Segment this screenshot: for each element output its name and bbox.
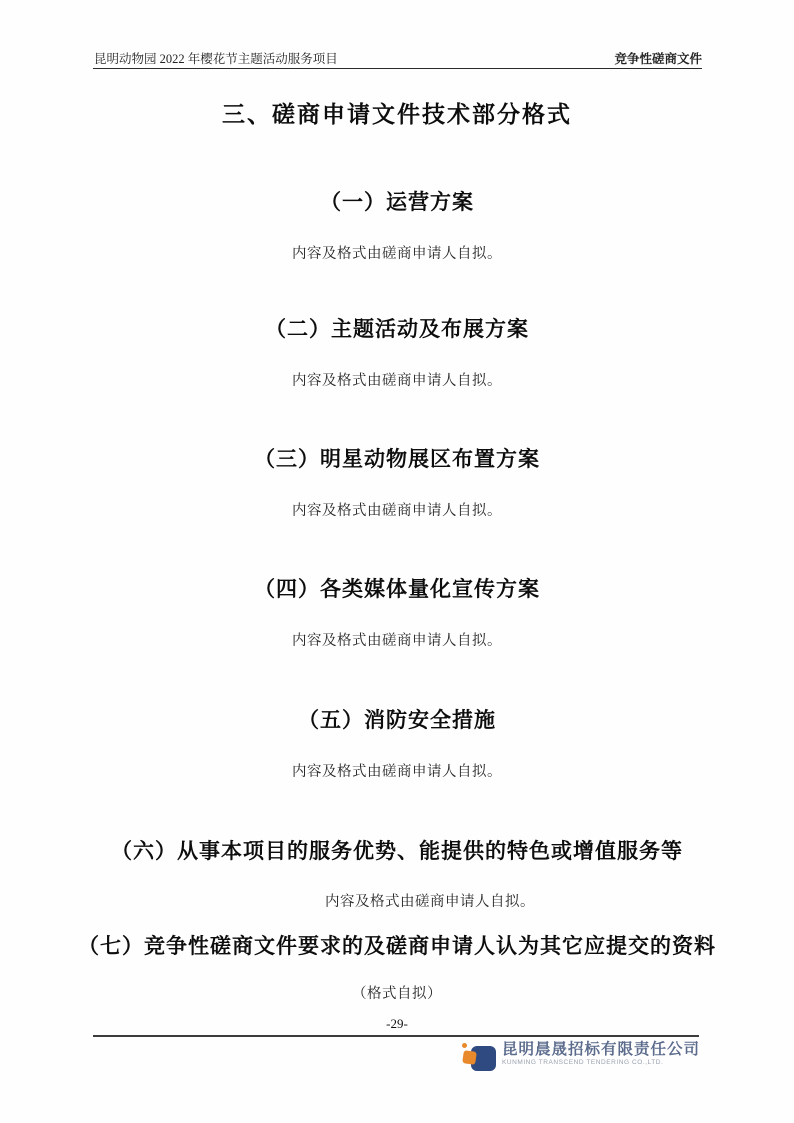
section-heading-7: （七）竞争性磋商文件要求的及磋商申请人认为其它应提交的资料: [78, 935, 716, 958]
section-note-4: 内容及格式由磋商申请人自拟。: [292, 633, 502, 649]
footer-divider: [93, 1035, 699, 1037]
section-heading-4: （四）各类媒体量化宣传方案: [254, 578, 540, 601]
header-divider: [93, 68, 702, 69]
section-heading-1: （一）运营方案: [320, 191, 474, 214]
section-note-6: 内容及格式由磋商申请人自拟。: [325, 894, 535, 910]
logo-dot-shape: [462, 1043, 467, 1048]
page-number: -29-: [386, 1016, 408, 1031]
header-project-title: 昆明动物园 2022 年樱花节主题活动服务项目: [94, 52, 338, 66]
section-note-5: 内容及格式由磋商申请人自拟。: [292, 764, 502, 780]
company-logo-icon: [462, 1041, 496, 1081]
page-title: 三、磋商申请文件技术部分格式: [222, 101, 572, 127]
section-heading-6: （六）从事本项目的服务优势、能提供的特色或增值服务等: [111, 840, 683, 863]
company-logo-text: [502, 1041, 700, 1067]
section-heading-2: （二）主题活动及布展方案: [265, 318, 529, 341]
company-logo: [462, 1041, 700, 1081]
section-note-7: （格式自拟）: [352, 986, 442, 1002]
section-heading-5: （五）消防安全措施: [298, 709, 496, 732]
section-note-3: 内容及格式由磋商申请人自拟。: [292, 503, 502, 519]
section-note-2: 内容及格式由磋商申请人自拟。: [292, 373, 502, 389]
header-doc-type: 竞争性磋商文件: [614, 52, 702, 66]
company-name-cn: 昆明晨晟招标有限责任公司: [501, 1041, 700, 1058]
logo-orange-square: [462, 1050, 477, 1065]
section-note-1: 内容及格式由磋商申请人自拟。: [292, 246, 502, 262]
section-heading-3: （三）明星动物展区布置方案: [254, 448, 540, 471]
company-name-en: KUNMING TRANSCEND TENDERING CO.,LTD.: [501, 1059, 664, 1066]
